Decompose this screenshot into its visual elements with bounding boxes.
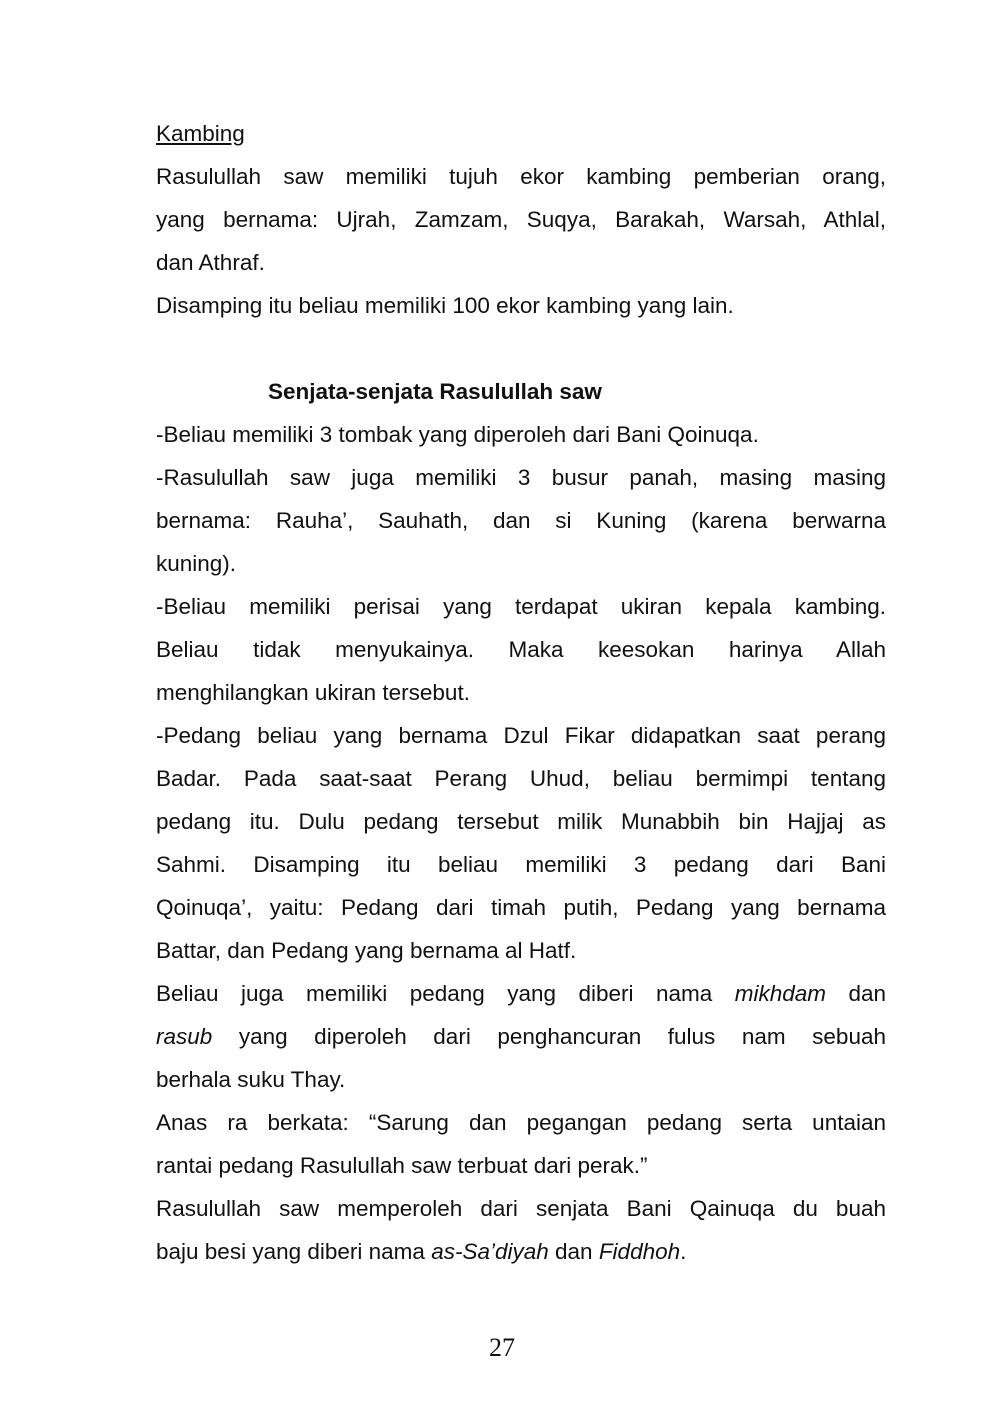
- text-line: [156, 585, 886, 628]
- text-line: [156, 1230, 886, 1273]
- text-line: [156, 757, 886, 800]
- text-segment: dan Athraf.: [156, 250, 265, 275]
- text-segment: kuning).: [156, 551, 237, 576]
- text-segment: Sahmi. Disamping itu beliau memiliki 3 pedang dari Bani: [156, 852, 886, 877]
- text-line: [156, 241, 886, 284]
- text-line: [156, 972, 886, 1015]
- text-segment: Beliau tidak menyukainya. Maka keesokan harinya Allah: [156, 637, 886, 662]
- paragraph-senjata: [156, 413, 886, 1273]
- text-segment: yang diperoleh dari penghancuran fulus nam sebuah: [212, 1024, 886, 1049]
- text-segment: .: [680, 1239, 687, 1264]
- text-segment: -Beliau memiliki perisai yang terdapat ukiran kepala kambing.: [156, 594, 886, 619]
- text-line: [156, 886, 886, 929]
- text-line: [156, 929, 886, 972]
- text-line: [156, 499, 886, 542]
- text-segment: -Beliau memiliki 3 tombak yang diperoleh dari Bani Qoinuqa.: [156, 422, 759, 447]
- text-segment: dan: [826, 981, 886, 1006]
- text-line: [156, 198, 886, 241]
- italic-term: Fiddhoh: [598, 1239, 681, 1264]
- text-line: [156, 1187, 886, 1230]
- text-segment: rantai pedang Rasulullah saw terbuat dari perak.”: [156, 1153, 648, 1178]
- text-line: [156, 800, 886, 843]
- text-segment: baju besi yang diberi nama: [156, 1239, 432, 1264]
- text-line: [156, 456, 886, 499]
- text-segment: menghilangkan ukiran tersebut.: [156, 680, 470, 705]
- text-line: [156, 155, 886, 198]
- text-line: [156, 413, 886, 456]
- text-segment: bernama: Rauha’, Sauhath, dan si Kuning (karena berwarna: [156, 508, 886, 533]
- text-line: [156, 1144, 886, 1187]
- text-segment: berhala suku Thay.: [156, 1067, 346, 1092]
- text-segment: Rasulullah saw memperoleh dari senjata Bani Qainuqa du buah: [156, 1196, 886, 1221]
- text-line: [156, 542, 886, 585]
- text-segment: Battar, dan Pedang yang bernama al Hatf.: [156, 938, 577, 963]
- text-line: [156, 1015, 886, 1058]
- paragraph-kambing: [156, 155, 886, 327]
- text-segment: -Pedang beliau yang bernama Dzul Fikar didapatkan saat perang: [156, 723, 886, 748]
- page-body: [156, 112, 886, 1273]
- text-segment: Disamping itu beliau memiliki 100 ekor kambing yang lain.: [156, 293, 734, 318]
- text-segment: Qoinuqa’, yaitu: Pedang dari timah putih, Pedang yang bernama: [156, 895, 886, 920]
- spacer: [156, 327, 886, 370]
- page-number: 27: [489, 1333, 515, 1362]
- text-line: [156, 843, 886, 886]
- text-line: [156, 1101, 886, 1144]
- italic-term: rasub: [156, 1024, 213, 1049]
- text-line: [156, 628, 886, 671]
- text-segment: yang bernama: Ujrah, Zamzam, Suqya, Barakah, Warsah, Athlal,: [156, 207, 886, 232]
- italic-term: mikhdam: [734, 981, 826, 1006]
- section-title-kambing: Kambing: [156, 121, 245, 146]
- text-segment: Anas ra berkata: “Sarung dan pegangan pedang serta untaian: [156, 1110, 886, 1135]
- section-heading-senjata: Senjata-senjata Rasulullah saw: [268, 379, 602, 404]
- text-line: [156, 671, 886, 714]
- text-segment: Beliau juga memiliki pedang yang diberi nama: [156, 981, 735, 1006]
- italic-term: as-Sa’diyah: [431, 1239, 549, 1264]
- text-segment: pedang itu. Dulu pedang tersebut milik Munabbih bin Hajjaj as: [156, 809, 886, 834]
- text-line: [156, 1058, 886, 1101]
- text-segment: dan: [548, 1239, 599, 1264]
- text-segment: Badar. Pada saat-saat Perang Uhud, beliau bermimpi tentang: [156, 766, 886, 791]
- text-segment: -Rasulullah saw juga memiliki 3 busur panah, masing masing: [156, 465, 886, 490]
- text-line: [156, 714, 886, 757]
- text-segment: Rasulullah saw memiliki tujuh ekor kambing pemberian orang,: [156, 164, 886, 189]
- text-line: [156, 284, 886, 327]
